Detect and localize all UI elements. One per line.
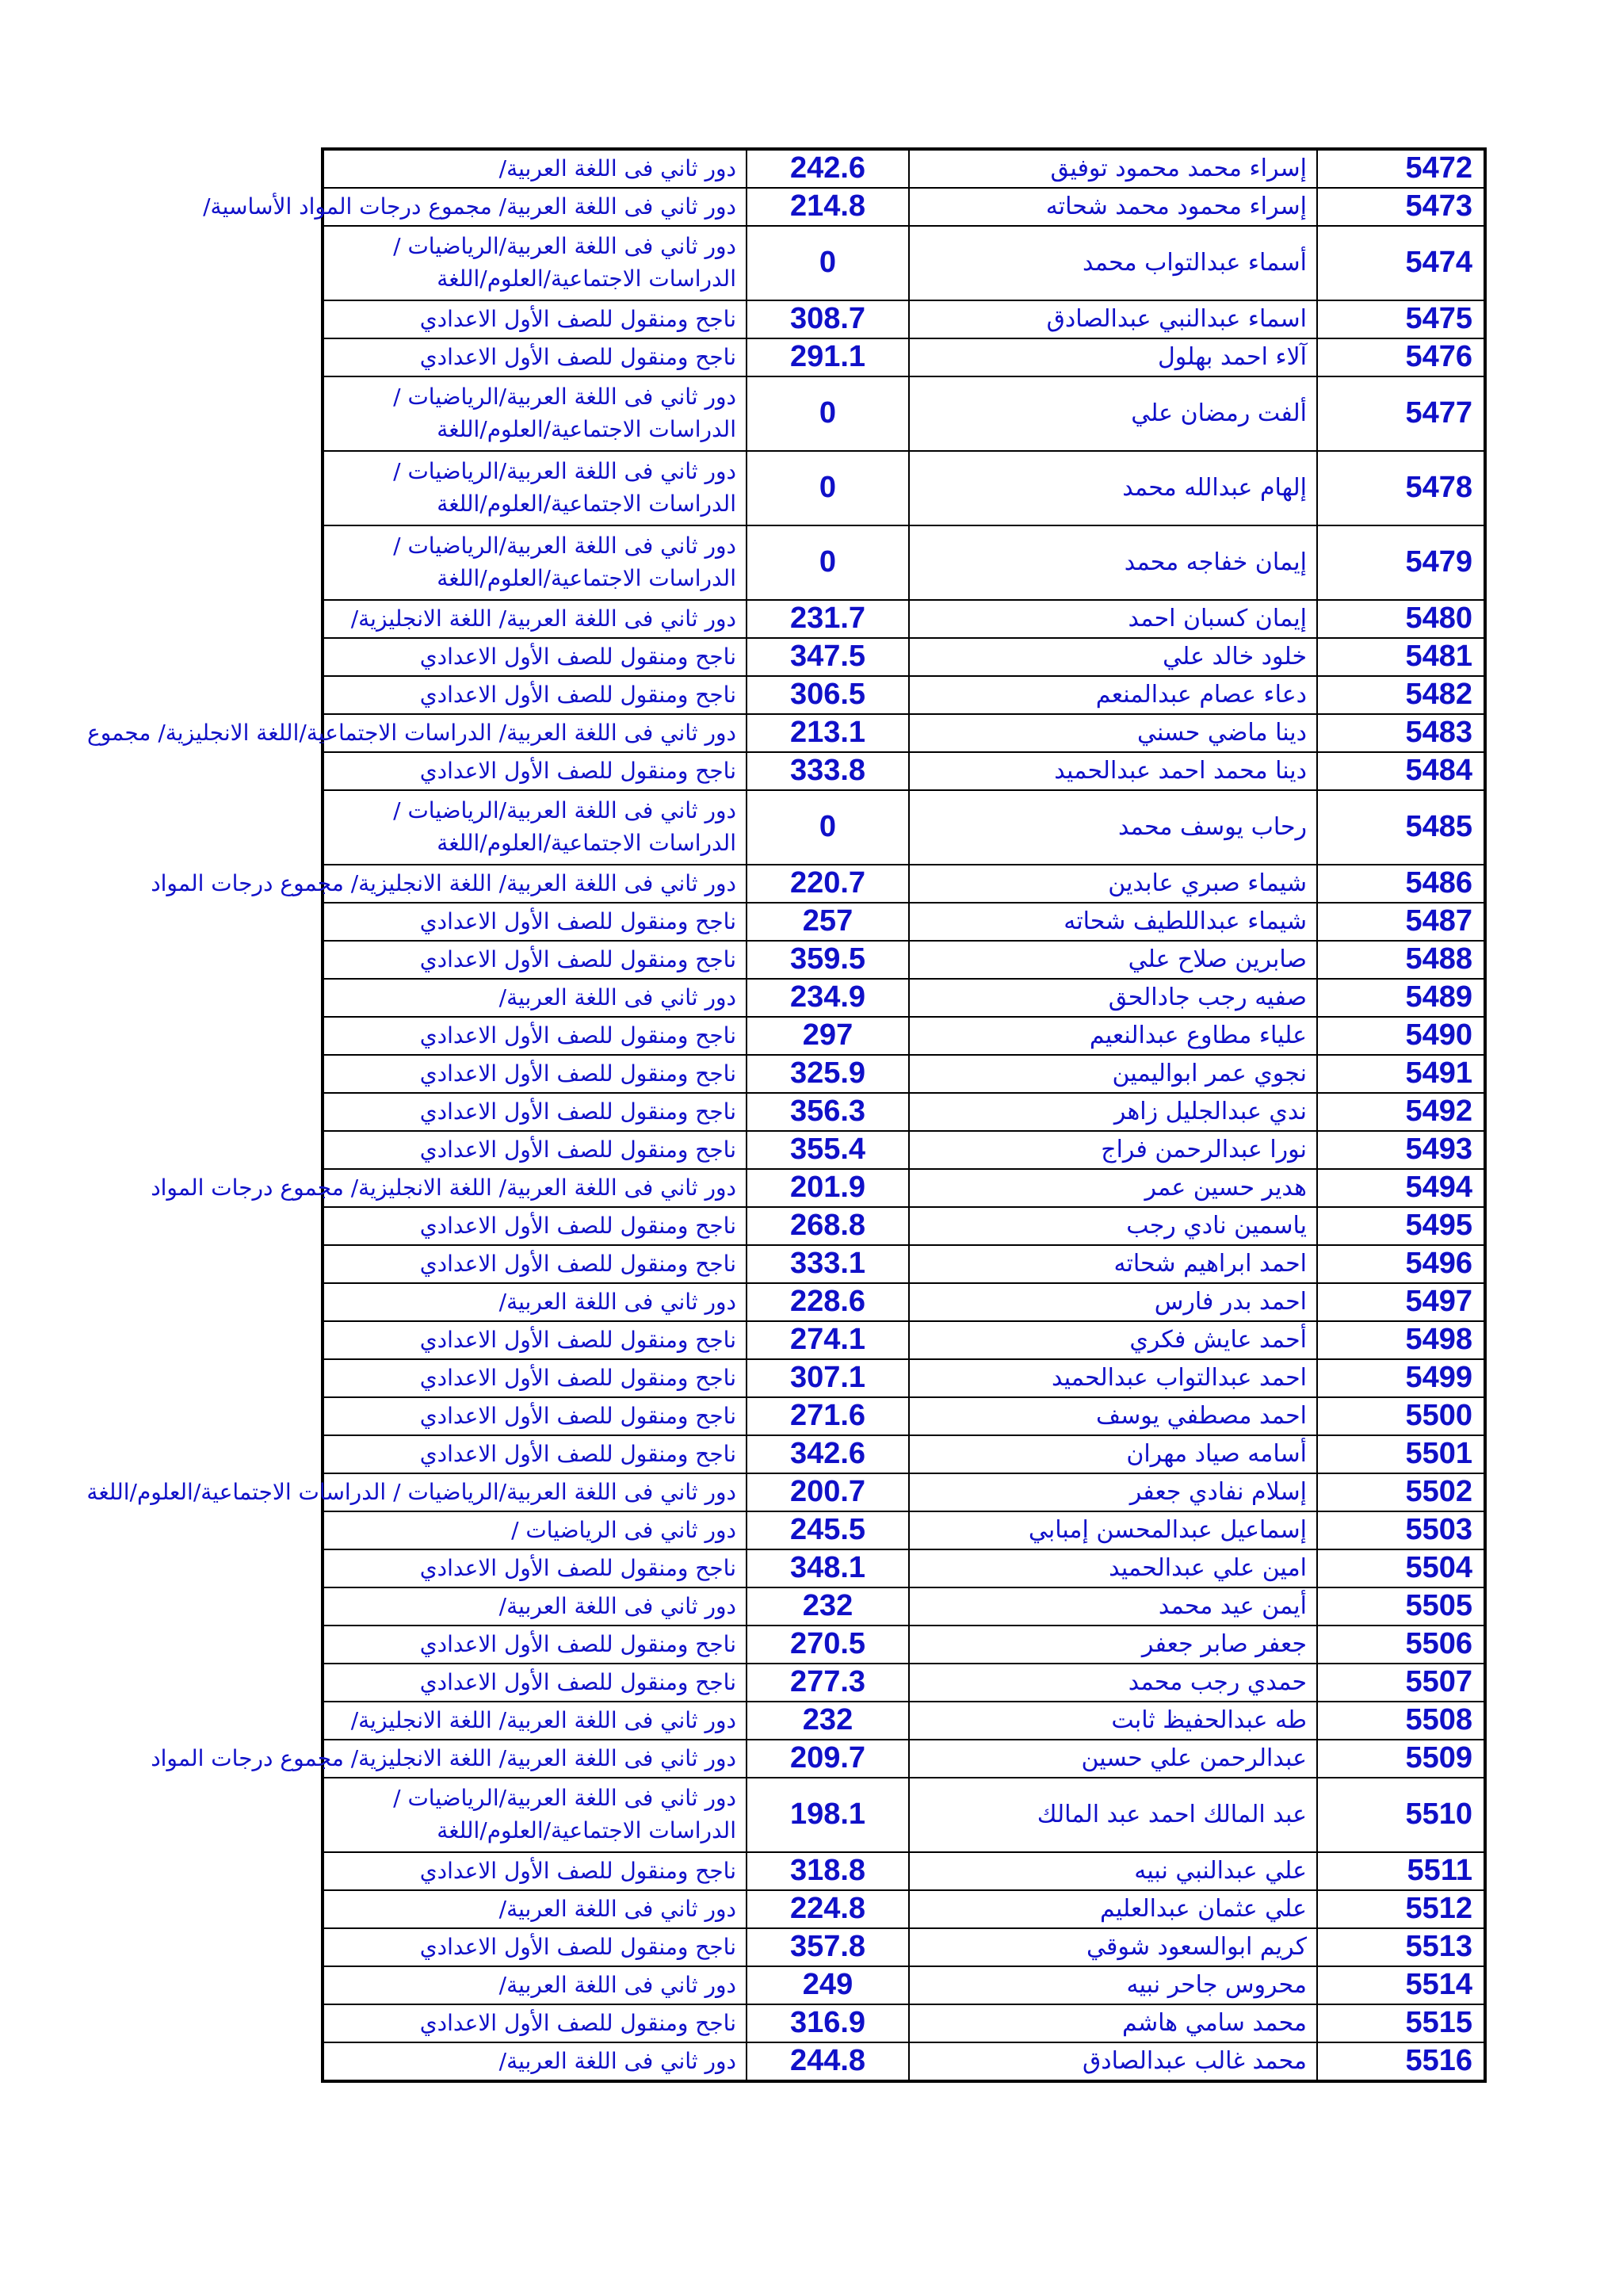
total-score-cell: 214.8: [747, 188, 909, 226]
student-name-cell: احمد ابراهيم شحاته: [909, 1245, 1317, 1283]
result-status-cell: ناجح ومنقول للصف الأول الاعدادي: [323, 903, 747, 941]
student-number-cell: 5484: [1317, 752, 1485, 790]
result-status-cell: ناجح ومنقول للصف الأول الاعدادي: [323, 300, 747, 338]
total-score-cell: 209.7: [747, 1740, 909, 1778]
student-number-cell: 5491: [1317, 1055, 1485, 1093]
student-name-cell: خلود خالد علي: [909, 638, 1317, 676]
student-number-cell: 5501: [1317, 1435, 1485, 1473]
table-row: [323, 1740, 1485, 1778]
result-status-cell: ناجح ومنقول للصف الأول الاعدادي: [323, 1626, 747, 1664]
table-row: [323, 638, 1485, 676]
student-name-cell: جعفر صابر جعفر: [909, 1626, 1317, 1664]
total-score-cell: 307.1: [747, 1359, 909, 1397]
student-name-cell: إلهام عبدالله محمد: [909, 451, 1317, 525]
total-score-cell: 201.9: [747, 1169, 909, 1207]
table-row: [323, 676, 1485, 714]
student-number-cell: 5478: [1317, 451, 1485, 525]
results-table: [86, 147, 1487, 2083]
student-number-cell: 5485: [1317, 790, 1485, 865]
result-status-cell: ناجح ومنقول للصف الأول الاعدادي: [323, 1852, 747, 1890]
total-score-cell: 355.4: [747, 1131, 909, 1169]
student-number-cell: 5496: [1317, 1245, 1485, 1283]
student-name-cell: علياء مطاوع عبدالنعيم: [909, 1017, 1317, 1055]
table-row: [323, 941, 1485, 979]
student-number-cell: 5495: [1317, 1207, 1485, 1245]
total-score-cell: 357.8: [747, 1928, 909, 1966]
student-name-cell: أسماء عبدالتواب محمد: [909, 226, 1317, 300]
student-number-cell: 5494: [1317, 1169, 1485, 1207]
student-number-cell: 5489: [1317, 979, 1485, 1017]
result-status-cell: ناجح ومنقول للصف الأول الاعدادي: [323, 2004, 747, 2042]
student-number-cell: 5492: [1317, 1093, 1485, 1131]
student-name-cell: رحاب يوسف محمد: [909, 790, 1317, 865]
total-score-cell: 274.1: [747, 1321, 909, 1359]
result-status-cell: دور ثاني فى اللغة العربية/ الدراسات الاجتماعية/اللغة الانجليزية/ مجموع: [323, 714, 747, 752]
student-name-cell: دينا ماضي حسني: [909, 714, 1317, 752]
table-row: [323, 1093, 1485, 1131]
student-name-cell: محمد غالب عبدالصادق: [909, 2042, 1317, 2081]
total-score-cell: 213.1: [747, 714, 909, 752]
student-number-cell: 5486: [1317, 865, 1485, 903]
result-status-cell: دور ثاني فى اللغة العربية/الرياضيات / الدراسات الاجتماعية/العلوم/اللغة: [323, 1778, 747, 1852]
total-score-cell: 291.1: [747, 338, 909, 376]
table-row: [323, 752, 1485, 790]
result-status-cell: دور ثاني فى اللغة العربية/الرياضيات / الدراسات الاجتماعية/العلوم/اللغة: [323, 376, 747, 451]
student-name-cell: احمد مصطفي يوسف: [909, 1397, 1317, 1435]
student-name-cell: أسامه صياد مهران: [909, 1435, 1317, 1473]
student-name-cell: امين علي عبدالحميد: [909, 1549, 1317, 1587]
result-status-cell: دور ثاني فى اللغة العربية/ اللغة الانجليزية/ مجموع درجات المواد: [323, 865, 747, 903]
result-status-cell: ناجح ومنقول للصف الأول الاعدادي: [323, 1664, 747, 1702]
total-score-cell: 220.7: [747, 865, 909, 903]
table-row: [323, 226, 1485, 300]
result-status-cell: ناجح ومنقول للصف الأول الاعدادي: [323, 1017, 747, 1055]
student-number-cell: 5515: [1317, 2004, 1485, 2042]
student-name-cell: شيماء صبري عابدين: [909, 865, 1317, 903]
table-row: [323, 451, 1485, 525]
table-row: [323, 1587, 1485, 1626]
table-row: [323, 188, 1485, 226]
total-score-cell: 0: [747, 525, 909, 600]
student-number-cell: 5506: [1317, 1626, 1485, 1664]
total-score-cell: 333.8: [747, 752, 909, 790]
student-name-cell: هدير حسين عمر: [909, 1169, 1317, 1207]
total-score-cell: 224.8: [747, 1890, 909, 1928]
total-score-cell: 318.8: [747, 1852, 909, 1890]
table-row: [323, 149, 1485, 188]
table-row: [323, 2004, 1485, 2042]
table-row: [323, 1890, 1485, 1928]
student-number-cell: 5511: [1317, 1852, 1485, 1890]
total-score-cell: 325.9: [747, 1055, 909, 1093]
table-row: [323, 1207, 1485, 1245]
table-row: [323, 1549, 1485, 1587]
student-number-cell: 5472: [1317, 149, 1485, 188]
table-row: [323, 1928, 1485, 1966]
table-row: [323, 300, 1485, 338]
result-status-cell: دور ثاني فى الرياضيات /: [323, 1511, 747, 1549]
student-name-cell: دينا محمد احمد عبدالحميد: [909, 752, 1317, 790]
total-score-cell: 234.9: [747, 979, 909, 1017]
student-number-cell: 5482: [1317, 676, 1485, 714]
student-name-cell: علي عثمان عبدالعليم: [909, 1890, 1317, 1928]
total-score-cell: 268.8: [747, 1207, 909, 1245]
total-score-cell: 245.5: [747, 1511, 909, 1549]
student-name-cell: إيمان كسبان احمد: [909, 600, 1317, 638]
result-status-cell: دور ثاني فى اللغة العربية/: [323, 979, 747, 1017]
total-score-cell: 232: [747, 1587, 909, 1626]
total-score-cell: 257: [747, 903, 909, 941]
result-status-cell: دور ثاني فى اللغة العربية/: [323, 1966, 747, 2004]
student-name-cell: إسراء محمود محمد شحاته: [909, 188, 1317, 226]
result-status-cell: ناجح ومنقول للصف الأول الاعدادي: [323, 1435, 747, 1473]
total-score-cell: 297: [747, 1017, 909, 1055]
student-name-cell: آلاء احمد بهلول: [909, 338, 1317, 376]
student-number-cell: 5499: [1317, 1359, 1485, 1397]
student-name-cell: عبد المالك احمد عبد المالك: [909, 1778, 1317, 1852]
table-row: [323, 1664, 1485, 1702]
result-status-cell: ناجح ومنقول للصف الأول الاعدادي: [323, 338, 747, 376]
table-row: [323, 714, 1485, 752]
total-score-cell: 348.1: [747, 1549, 909, 1587]
student-name-cell: اسماء عبدالنبي عبدالصادق: [909, 300, 1317, 338]
student-number-cell: 5500: [1317, 1397, 1485, 1435]
student-number-cell: 5513: [1317, 1928, 1485, 1966]
total-score-cell: 342.6: [747, 1435, 909, 1473]
student-number-cell: 5490: [1317, 1017, 1485, 1055]
result-status-cell: دور ثاني فى اللغة العربية/: [323, 2042, 747, 2081]
table-row: [323, 1511, 1485, 1549]
result-status-cell: ناجح ومنقول للصف الأول الاعدادي: [323, 941, 747, 979]
student-number-cell: 5504: [1317, 1549, 1485, 1587]
total-score-cell: 356.3: [747, 1093, 909, 1131]
student-number-cell: 5509: [1317, 1740, 1485, 1778]
total-score-cell: 244.8: [747, 2042, 909, 2081]
table-row: [323, 1778, 1485, 1852]
result-status-cell: ناجح ومنقول للصف الأول الاعدادي: [323, 1549, 747, 1587]
total-score-cell: 228.6: [747, 1283, 909, 1321]
table-row: [323, 865, 1485, 903]
student-number-cell: 5480: [1317, 600, 1485, 638]
result-status-cell: ناجح ومنقول للصف الأول الاعدادي: [323, 1093, 747, 1131]
table-row: [323, 790, 1485, 865]
table-row: [323, 903, 1485, 941]
student-name-cell: احمد عبدالتواب عبدالحميد: [909, 1359, 1317, 1397]
student-name-cell: كريم ابوالسعود شوقي: [909, 1928, 1317, 1966]
table-row: [323, 1131, 1485, 1169]
total-score-cell: 0: [747, 226, 909, 300]
result-status-cell: دور ثاني فى اللغة العربية/ مجموع درجات المواد الأساسية/: [323, 188, 747, 226]
student-number-cell: 5498: [1317, 1321, 1485, 1359]
total-score-cell: 271.6: [747, 1397, 909, 1435]
total-score-cell: 347.5: [747, 638, 909, 676]
student-number-cell: 5493: [1317, 1131, 1485, 1169]
total-score-cell: 333.1: [747, 1245, 909, 1283]
result-status-cell: دور ثاني فى اللغة العربية/ اللغة الانجليزية/ مجموع درجات المواد: [323, 1740, 747, 1778]
table-row: [323, 1473, 1485, 1511]
total-score-cell: 232: [747, 1702, 909, 1740]
total-score-cell: 308.7: [747, 300, 909, 338]
student-number-cell: 5473: [1317, 188, 1485, 226]
student-name-cell: صابرين صلاح علي: [909, 941, 1317, 979]
student-name-cell: نجوي عمر ابواليمين: [909, 1055, 1317, 1093]
result-status-cell: دور ثاني فى اللغة العربية/ اللغة الانجليزية/: [323, 600, 747, 638]
table-row: [323, 2042, 1485, 2081]
student-number-cell: 5477: [1317, 376, 1485, 451]
student-number-cell: 5514: [1317, 1966, 1485, 2004]
result-status-cell: ناجح ومنقول للصف الأول الاعدادي: [323, 1245, 747, 1283]
table-row: [323, 1359, 1485, 1397]
total-score-cell: 0: [747, 376, 909, 451]
table-row: [323, 1397, 1485, 1435]
table-row: [323, 338, 1485, 376]
student-number-cell: 5481: [1317, 638, 1485, 676]
student-name-cell: علي عبدالنبي نبيه: [909, 1852, 1317, 1890]
student-name-cell: عبدالرحمن علي حسين: [909, 1740, 1317, 1778]
student-number-cell: 5479: [1317, 525, 1485, 600]
table-row: [323, 600, 1485, 638]
total-score-cell: 316.9: [747, 2004, 909, 2042]
table-row: [323, 376, 1485, 451]
total-score-cell: 359.5: [747, 941, 909, 979]
total-score-cell: 198.1: [747, 1778, 909, 1852]
result-status-cell: ناجح ومنقول للصف الأول الاعدادي: [323, 676, 747, 714]
student-number-cell: 5476: [1317, 338, 1485, 376]
total-score-cell: 242.6: [747, 149, 909, 188]
student-number-cell: 5516: [1317, 2042, 1485, 2081]
student-name-cell: ياسمين نادي رجب: [909, 1207, 1317, 1245]
student-number-cell: 5487: [1317, 903, 1485, 941]
student-name-cell: إسماعيل عبدالمحسن إمبابي: [909, 1511, 1317, 1549]
table-row: [323, 1626, 1485, 1664]
table-row: [323, 1017, 1485, 1055]
result-status-cell: دور ثاني فى اللغة العربية/: [323, 1587, 747, 1626]
result-status-cell: دور ثاني فى اللغة العربية/الرياضيات / الدراسات الاجتماعية/العلوم/اللغة: [323, 226, 747, 300]
table-row: [323, 1055, 1485, 1093]
student-name-cell: إسراء محمد محمود توفيق: [909, 149, 1317, 188]
student-number-cell: 5475: [1317, 300, 1485, 338]
student-number-cell: 5512: [1317, 1890, 1485, 1928]
table-row: [323, 1702, 1485, 1740]
table-row: [323, 979, 1485, 1017]
total-score-cell: 200.7: [747, 1473, 909, 1511]
student-name-cell: نورا عبدالرحمن فراج: [909, 1131, 1317, 1169]
student-name-cell: أيمن عيد محمد: [909, 1587, 1317, 1626]
table-row: [323, 1852, 1485, 1890]
student-name-cell: حمدي رجب محمد: [909, 1664, 1317, 1702]
table-row: [323, 1435, 1485, 1473]
result-status-cell: دور ثاني فى اللغة العربية/الرياضيات / الدراسات الاجتماعية/العلوم/اللغة: [323, 790, 747, 865]
student-name-cell: دعاء عصام عبدالمنعم: [909, 676, 1317, 714]
student-name-cell: ندي عبدالجليل زاهر: [909, 1093, 1317, 1131]
table-row: [323, 525, 1485, 600]
student-name-cell: طه عبدالحفيظ ثابت: [909, 1702, 1317, 1740]
total-score-cell: 277.3: [747, 1664, 909, 1702]
student-number-cell: 5483: [1317, 714, 1485, 752]
student-number-cell: 5503: [1317, 1511, 1485, 1549]
total-score-cell: 306.5: [747, 676, 909, 714]
student-number-cell: 5474: [1317, 226, 1485, 300]
table-row: [323, 1283, 1485, 1321]
table-row: [323, 1321, 1485, 1359]
student-number-cell: 5507: [1317, 1664, 1485, 1702]
result-status-cell: دور ثاني فى اللغة العربية/: [323, 149, 747, 188]
student-name-cell: محمد سامي هاشم: [909, 2004, 1317, 2042]
student-number-cell: 5510: [1317, 1778, 1485, 1852]
student-name-cell: إسلام نفادي جعفر: [909, 1473, 1317, 1511]
result-status-cell: دور ثاني فى اللغة العربية/الرياضيات / الدراسات الاجتماعية/العلوم/اللغة: [323, 451, 747, 525]
table-row: [323, 1169, 1485, 1207]
result-status-cell: ناجح ومنقول للصف الأول الاعدادي: [323, 1131, 747, 1169]
table-row: [323, 1966, 1485, 2004]
student-number-cell: 5488: [1317, 941, 1485, 979]
result-status-cell: دور ثاني فى اللغة العربية/ اللغة الانجليزية/: [323, 1702, 747, 1740]
student-number-cell: 5502: [1317, 1473, 1485, 1511]
total-score-cell: 249: [747, 1966, 909, 2004]
student-number-cell: 5505: [1317, 1587, 1485, 1626]
result-status-cell: ناجح ومنقول للصف الأول الاعدادي: [323, 1397, 747, 1435]
student-name-cell: أحمد عايش فكري: [909, 1321, 1317, 1359]
result-status-cell: دور ثاني فى اللغة العربية/الرياضيات / الدراسات الاجتماعية/العلوم/اللغة: [323, 525, 747, 600]
result-status-cell: ناجح ومنقول للصف الأول الاعدادي: [323, 1055, 747, 1093]
student-name-cell: صفيه رجب جادالحق: [909, 979, 1317, 1017]
student-name-cell: إيمان خفاجه محمد: [909, 525, 1317, 600]
result-status-cell: ناجح ومنقول للصف الأول الاعدادي: [323, 1359, 747, 1397]
table-row: [323, 1245, 1485, 1283]
student-number-cell: 5508: [1317, 1702, 1485, 1740]
result-status-cell: ناجح ومنقول للصف الأول الاعدادي: [323, 1928, 747, 1966]
student-name-cell: احمد بدر فارس: [909, 1283, 1317, 1321]
result-status-cell: دور ثاني فى اللغة العربية/الرياضيات / الدراسات الاجتماعية/العلوم/اللغة: [323, 1473, 747, 1511]
result-status-cell: ناجح ومنقول للصف الأول الاعدادي: [323, 638, 747, 676]
result-status-cell: دور ثاني فى اللغة العربية/: [323, 1283, 747, 1321]
total-score-cell: 231.7: [747, 600, 909, 638]
results-table-body: [86, 149, 1485, 2081]
student-name-cell: شيماء عبداللطيف شحاته: [909, 903, 1317, 941]
total-score-cell: 270.5: [747, 1626, 909, 1664]
student-number-cell: 5497: [1317, 1283, 1485, 1321]
result-status-cell: ناجح ومنقول للصف الأول الاعدادي: [323, 1207, 747, 1245]
result-status-cell: ناجح ومنقول للصف الأول الاعدادي: [323, 1321, 747, 1359]
result-status-cell: دور ثاني فى اللغة العربية/ اللغة الانجليزية/ مجموع درجات المواد: [323, 1169, 747, 1207]
result-status-cell: دور ثاني فى اللغة العربية/: [323, 1890, 747, 1928]
student-name-cell: محروس جاحر نبيه: [909, 1966, 1317, 2004]
total-score-cell: 0: [747, 451, 909, 525]
total-score-cell: 0: [747, 790, 909, 865]
result-status-cell: ناجح ومنقول للصف الأول الاعدادي: [323, 752, 747, 790]
student-name-cell: ألفت رمضان علي: [909, 376, 1317, 451]
